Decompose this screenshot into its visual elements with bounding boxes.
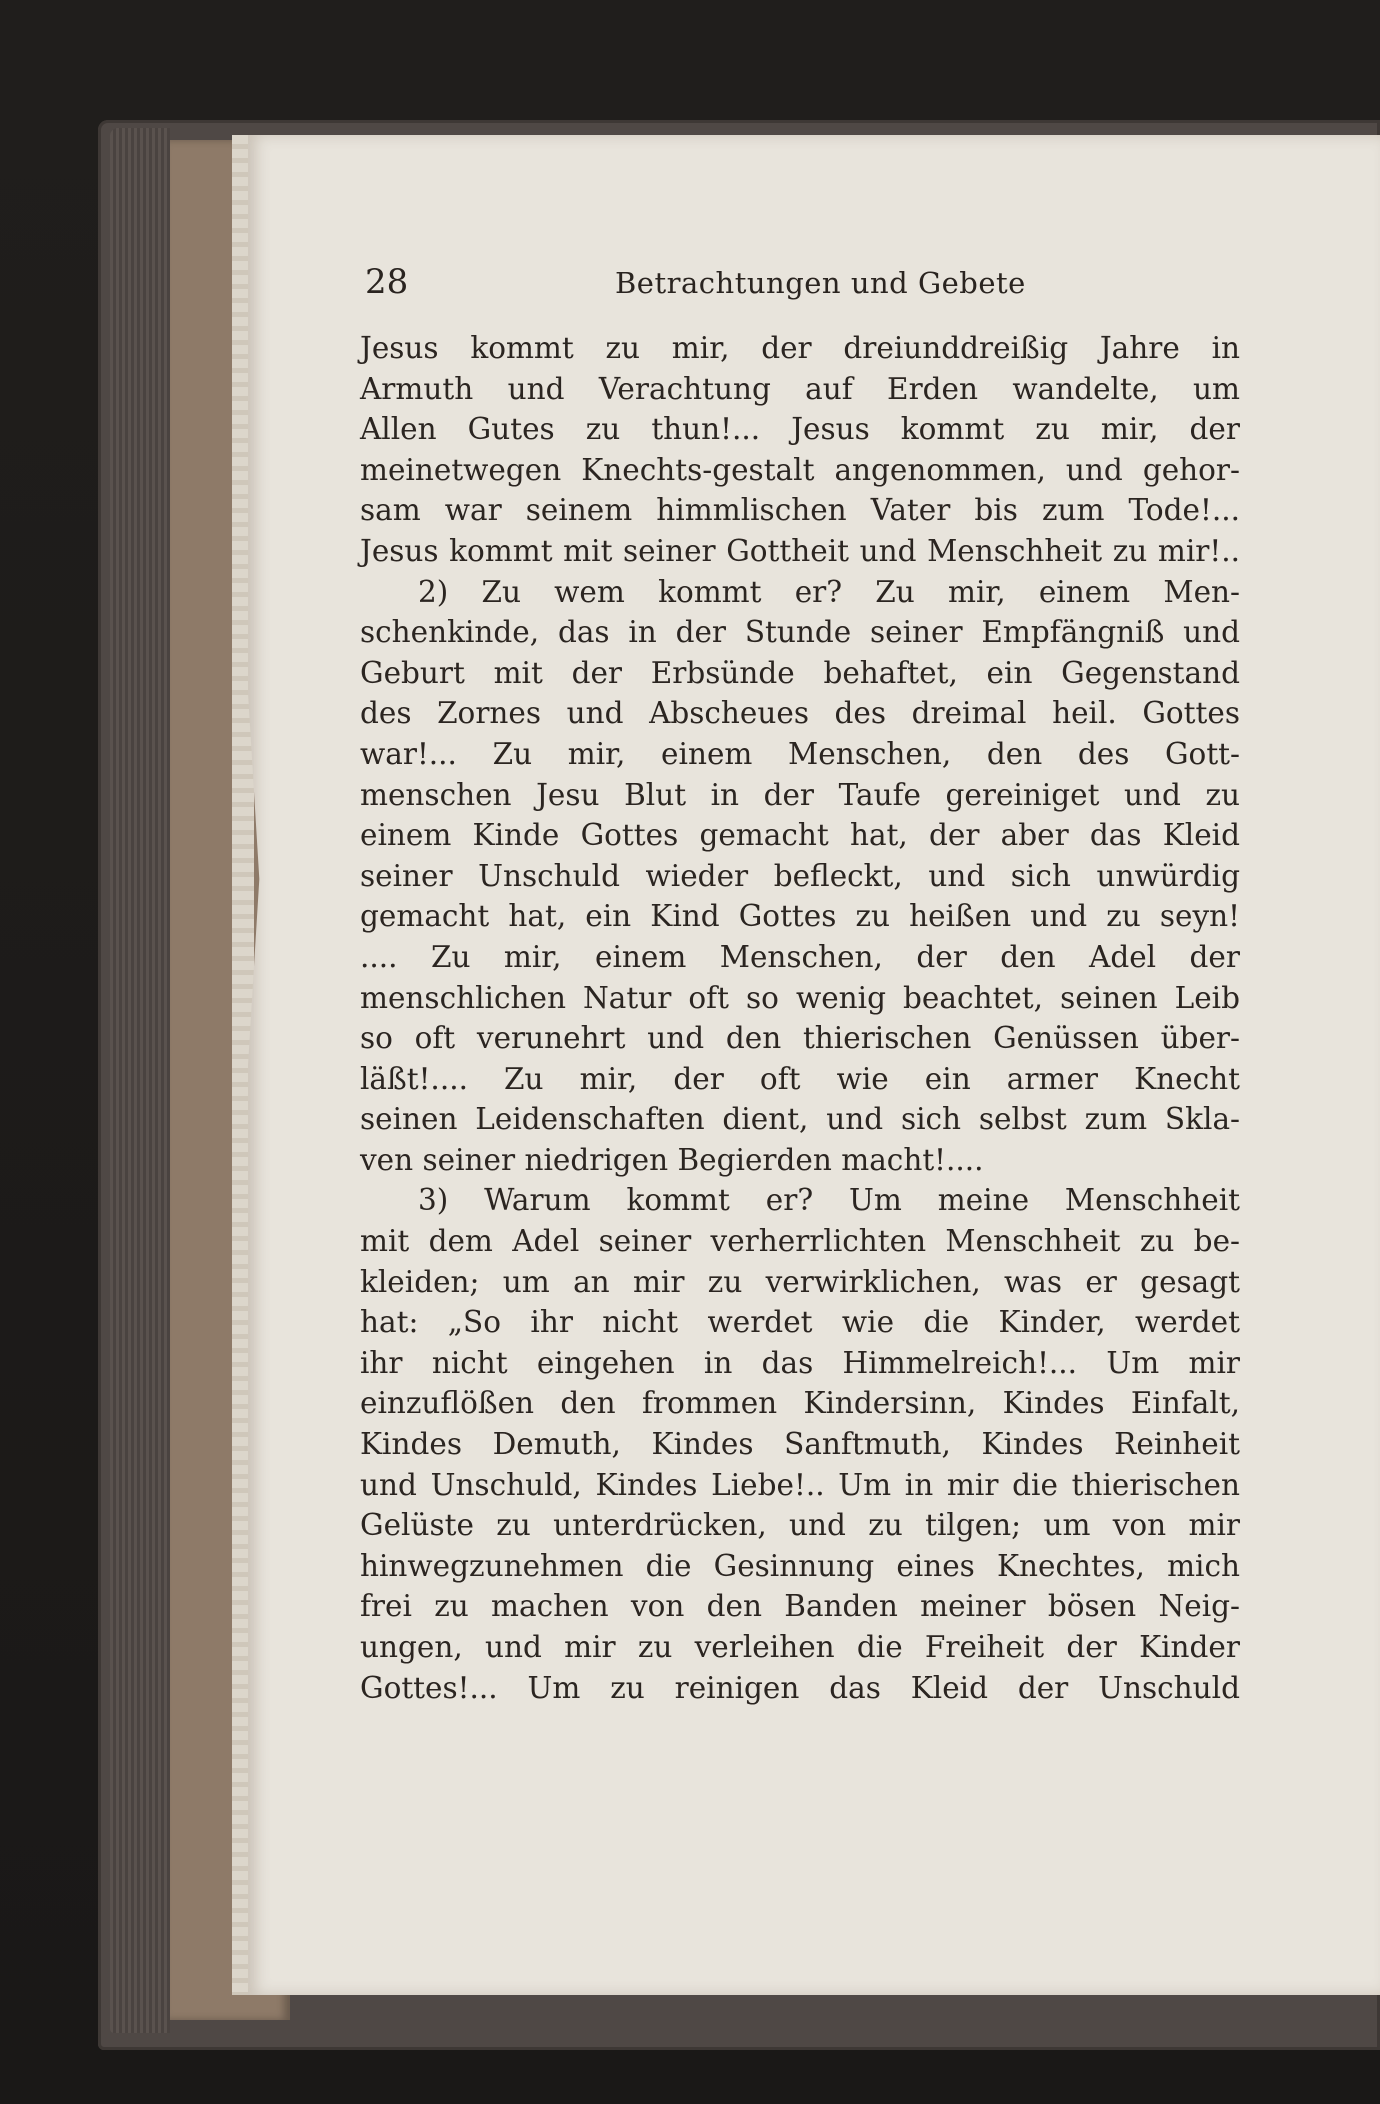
text-line: schenkinde, das in der Stunde seiner Empfängniß und — [360, 615, 1240, 650]
text-line: kleiden; um an mir zu verwirklichen, was er gesagt — [360, 1264, 1240, 1299]
text-line: Allen Gutes zu thun!... Jesus kommt zu mir, der — [360, 412, 1240, 447]
page-header — [365, 262, 1245, 312]
text-line: seinen Leidenschaften dient, und sich selbst zum Skla- — [360, 1102, 1240, 1137]
text-line: des Zornes und Abscheues des dreimal heil. Gottes — [360, 696, 1240, 731]
text-line: 2) Zu wem kommt er? Zu mir, einem Men- — [418, 574, 1240, 609]
text-line: und Unschuld, Kindes Liebe!.. Um in mir die thierischen — [360, 1467, 1240, 1502]
text-line: ihr nicht eingehen in das Himmelreich!... Um mir — [360, 1345, 1240, 1380]
text-line: einem Kinde Gottes gemacht hat, der aber das Kleid — [360, 818, 1240, 853]
text-line: mit dem Adel seiner verherrlichten Menschheit zu be- — [360, 1224, 1240, 1259]
text-line: ven seiner niedrigen Begierden macht!.... — [360, 1142, 984, 1177]
text-line: war!... Zu mir, einem Menschen, den des Gott- — [360, 736, 1240, 771]
text-line: Jesus kommt mit seiner Gottheit und Menschheit zu mir!.. — [360, 533, 1240, 568]
text-line: sam war seinem himmlischen Vater bis zum Tode!... — [360, 493, 1240, 528]
text-line: Kindes Demuth, Kindes Sanftmuth, Kindes Reinheit — [360, 1427, 1240, 1462]
text-line: Gottes!... Um zu reinigen das Kleid der Unschuld — [360, 1670, 1240, 1705]
text-line: so oft verunehrt und den thierischen Genüssen über- — [360, 1021, 1240, 1056]
text-line: meinetwegen Knechts-gestalt angenommen, und gehor- — [360, 452, 1240, 487]
text-line: gemacht hat, ein Kind Gottes zu heißen und zu seyn! — [360, 899, 1240, 934]
text-line: einzuflößen den frommen Kindersinn, Kindes Einfalt, — [360, 1386, 1240, 1421]
text-line: seiner Unschuld wieder befleckt, und sich unwürdig — [360, 858, 1240, 893]
text-line: Armuth und Verachtung auf Erden wandelte, um — [360, 371, 1240, 406]
text-line: hat: „So ihr nicht werdet wie die Kinder, werdet — [360, 1305, 1240, 1340]
cover-spine-edge — [110, 128, 170, 2033]
text-line: frei zu machen von den Banden meiner bösen Neig- — [360, 1589, 1240, 1624]
text-line: menschen Jesu Blut in der Taufe gereiniget und zu — [360, 777, 1240, 812]
text-line: Gelüste zu unterdrücken, und zu tilgen; um von mir — [360, 1508, 1240, 1543]
running-head: Betrachtungen und Gebete — [615, 266, 1026, 300]
text-line: .... Zu mir, einem Menschen, der den Adel der — [360, 939, 1240, 974]
text-line: läßt!.... Zu mir, der oft wie ein armer Knecht — [360, 1061, 1240, 1096]
text-line: menschlichen Natur oft so wenig beachtet, seinen Leib — [360, 980, 1240, 1015]
page-number: 28 — [365, 262, 409, 302]
text-line: Geburt mit der Erbsünde behaftet, ein Gegenstand — [360, 655, 1240, 690]
text-line: Jesus kommt zu mir, der dreiunddreißig Jahre in — [360, 331, 1240, 365]
text-line: ungen, und mir zu verleihen die Freiheit der Kinder — [360, 1630, 1240, 1664]
text-line: 3) Warum kommt er? Um meine Menschheit — [418, 1183, 1240, 1218]
text-line: hinwegzunehmen die Gesinnung eines Knechtes, mich — [360, 1548, 1240, 1583]
body-text — [360, 328, 1240, 1708]
